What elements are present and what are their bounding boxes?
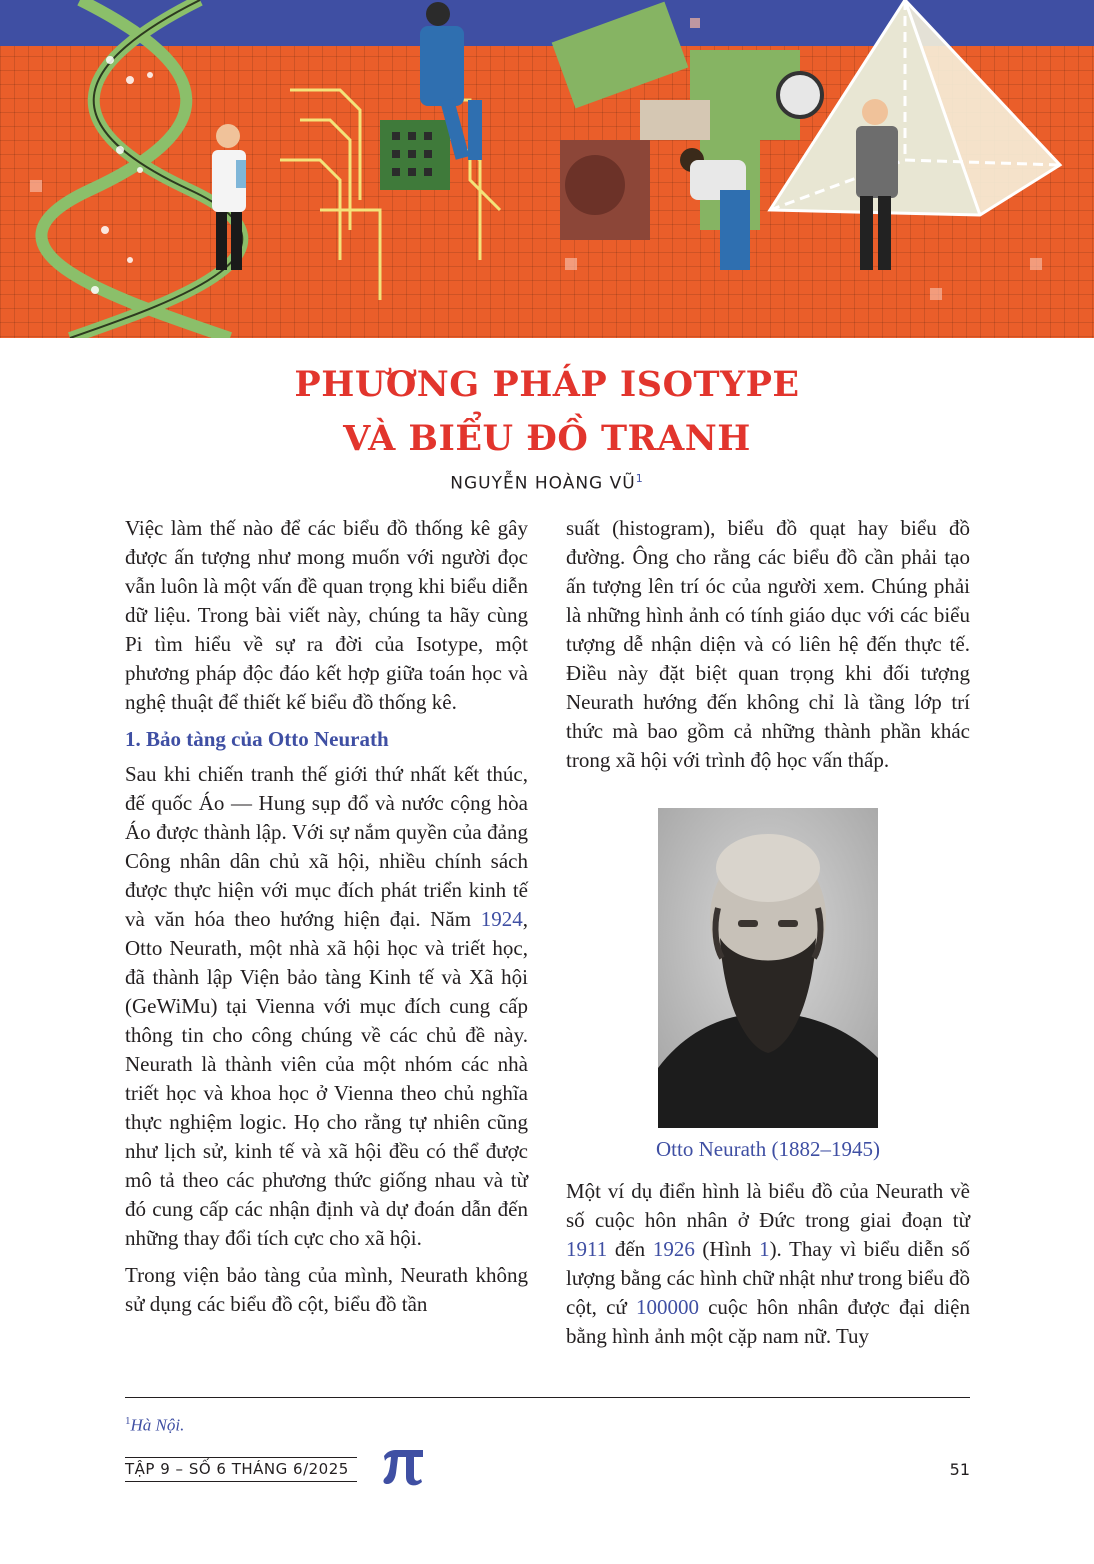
otto-neurath-portrait <box>658 808 878 1128</box>
marriage-chart-paragraph: Một ví dụ điển hình là biểu đồ của Neurath về số cuộc hôn nhân ở Đức trong giai đoạn từ 1911 đến 1926 (Hình 1). Thay vì biểu diễn số lượng bằng các hình chữ nhật như trong biểu đồ cột, cứ 100000 cuộc hôn nhân được đại diện bằng hình ảnh một cặp nam nữ. Tuy <box>566 1179 970 1348</box>
portrait-image <box>658 808 878 1128</box>
header-illustration <box>0 0 1094 338</box>
scientist-figure <box>212 124 246 270</box>
year-1911: 1911 <box>566 1237 608 1261</box>
section-heading: 1. Bảo tàng của Otto Neurath <box>125 727 389 751</box>
banner-artwork <box>0 0 1094 338</box>
author-footnote-mark[interactable]: 1 <box>635 472 644 485</box>
footnote: $^1$Hà Nội. <box>125 1415 185 1435</box>
author-byline <box>0 472 1094 494</box>
author-name: NGUYỄN HOÀNG VŨ <box>450 473 636 494</box>
intro-paragraph: Việc làm thế nào để các biểu đồ thống kê gây được ấn tượng như mong muốn với người đọc vẫn luôn là một vấn đề quan trọng khi biểu diễn dữ liệu. Trong bài viết này, chúng ta hãy cùng Pi tìm hiểu về sự ra đời của Isotype, một phương pháp độc đáo kết hợp giữa toán học và nghệ thuật để thiết kế biểu đồ thống kê. <box>125 516 528 714</box>
left-column <box>125 514 528 1327</box>
year-link: 1924 <box>480 907 523 931</box>
marriage-count: 100000 <box>635 1295 699 1319</box>
page-number: 51 <box>949 1460 970 1479</box>
issue-line-top <box>125 1457 357 1458</box>
article-title-line1: PHƯƠNG PHÁP ISOTYPE <box>294 364 800 405</box>
footnote-divider <box>125 1397 970 1398</box>
history-paragraph: Sau khi chiến tranh thế giới thứ nhất kết thúc, đế quốc Áo — Hung sụp đổ và nước cộng hòa Áo được thành lập. Với sự nắm quyền của đảng Công nhân dân chủ xã hội, nhiều chính sách được thực hiện với mục đích phát triển kinh tế và văn hóa theo hướng hiện đại. Năm 1924, Otto Neurath, một nhà xã hội học và triết học, đã thành lập Viện bảo tàng Kinh tế và Xã hội (GeWiMu) tại Vienna với mục đích cung cấp thông tin cho công chúng về các chủ đề này. Neurath là thành viên của một nhóm các nhà triết học và khoa học ở Vienna theo chủ nghĩa thực nghiệm logic. Họ cho rằng tự nhiên cũng như lịch sử, kinh tế và xã hội đều có thể được mô tả theo các phương thức giống nhau và từ đó cung cấp các nhận định và dự đoán dẫn đến những thay đổi tích cực cho xã hội. <box>125 762 528 1250</box>
figure-reference-link[interactable]: 1 <box>759 1237 770 1261</box>
charts-paragraph: suất (histogram), biểu đồ quạt hay biểu đồ đường. Ông cho rằng các biểu đồ cần phải tạo ấn tượng lên trí óc của người xem. Chúng phải là những hình ảnh có tính giáo dục với các biểu tượng dễ nhận diện và có liên hệ đến thực tế. Điều này đặt biệt quan trọng khi đối tượng Neurath hướng đến không chỉ là tầng lớp trí thức mà bao gồm cả những thành phần khác trong xã hội với trình độ học vấn thấp. <box>566 516 970 772</box>
right-column <box>566 514 970 783</box>
museum-paragraph: Trong viện bảo tàng của mình, Neurath không sử dụng các biểu đồ cột, biểu đồ tần <box>125 1263 528 1316</box>
issue-line-bottom <box>125 1481 357 1482</box>
portrait-caption: Otto Neurath (1882–1945) <box>656 1137 880 1161</box>
right-column-continued <box>566 1177 970 1359</box>
article-title-line2: VÀ BIỂU ĐỒ TRANH <box>343 418 751 459</box>
pi-logo-icon <box>381 1446 425 1486</box>
issue-label: TẬP 9 – SỐ 6 THÁNG 6/2025 <box>125 1460 349 1478</box>
year-1926: 1926 <box>652 1237 695 1261</box>
